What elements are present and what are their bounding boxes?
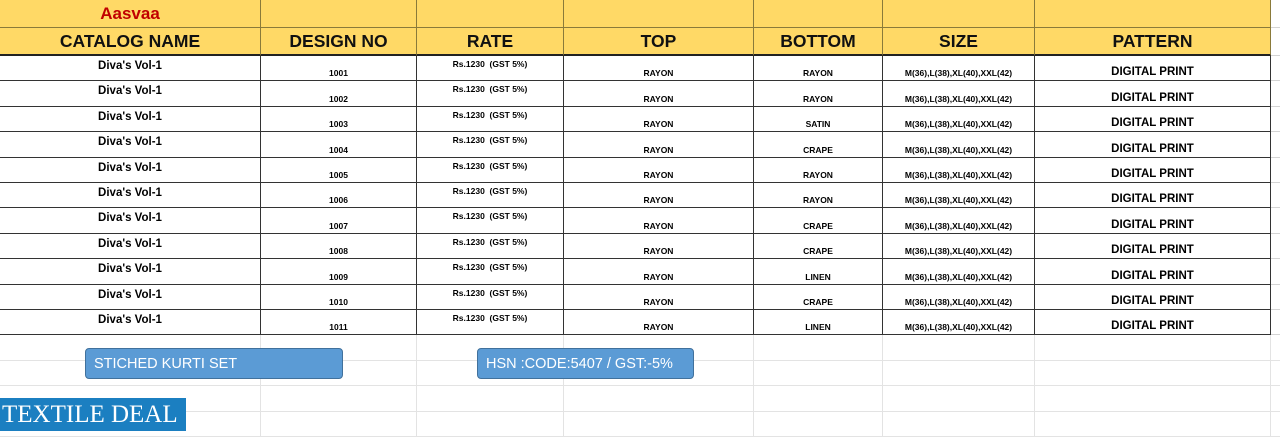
grid-cell[interactable] xyxy=(1271,56,1280,81)
top-fabric-cell[interactable]: RAYON xyxy=(564,158,754,183)
bottom-fabric-cell[interactable]: CRAPE xyxy=(754,234,883,259)
catalog-name-cell[interactable]: Diva's Vol-1 xyxy=(0,107,261,132)
catalog-name-cell[interactable]: Diva's Vol-1 xyxy=(0,132,261,157)
pattern-cell[interactable]: DIGITAL PRINT xyxy=(1035,158,1271,183)
column-header-top[interactable]: TOP xyxy=(564,28,754,56)
size-cell[interactable]: M(36),L(38),XL(40),XXL(42) xyxy=(883,107,1035,132)
design-no-cell[interactable]: 1007 xyxy=(261,208,417,233)
set-type-label[interactable]: STICHED KURTI SET xyxy=(85,348,343,379)
top-fabric-cell[interactable]: RAYON xyxy=(564,234,754,259)
grid-cell[interactable] xyxy=(1271,335,1280,360)
catalog-name-cell[interactable]: Diva's Vol-1 xyxy=(0,56,261,81)
table-row xyxy=(0,158,1280,183)
size-cell[interactable]: M(36),L(38),XL(40),XXL(42) xyxy=(883,132,1035,157)
table-row xyxy=(0,132,1280,157)
bottom-fabric-cell[interactable]: RAYON xyxy=(754,183,883,208)
textile-deal-watermark: TEXTILE DEAL xyxy=(0,398,186,431)
grid-cell[interactable] xyxy=(1271,310,1280,335)
table-row xyxy=(0,81,1280,106)
rate-cell[interactable]: Rs.1230 (GST 5%) xyxy=(417,132,564,157)
pattern-cell[interactable]: DIGITAL PRINT xyxy=(1035,81,1271,106)
grid-cell[interactable] xyxy=(1271,234,1280,259)
column-header-bottom[interactable]: BOTTOM xyxy=(754,28,883,56)
pattern-cell[interactable]: DIGITAL PRINT xyxy=(1035,208,1271,233)
empty-grid-row xyxy=(0,412,1280,437)
catalog-name-cell[interactable]: Diva's Vol-1 xyxy=(0,208,261,233)
grid-cell[interactable] xyxy=(417,386,564,411)
header-cell-empty[interactable] xyxy=(417,0,564,28)
header-cell-empty[interactable] xyxy=(1035,0,1271,28)
pattern-cell[interactable]: DIGITAL PRINT xyxy=(1035,56,1271,81)
column-header-catalog-name[interactable]: CATALOG NAME xyxy=(0,28,261,56)
grid-cell[interactable] xyxy=(1271,386,1280,411)
column-header-pattern[interactable]: PATTERN xyxy=(1035,28,1271,56)
table-row xyxy=(0,310,1280,335)
column-header-rate[interactable]: RATE xyxy=(417,28,564,56)
size-cell[interactable]: M(36),L(38),XL(40),XXL(42) xyxy=(883,234,1035,259)
grid-cell[interactable] xyxy=(1271,361,1280,386)
top-fabric-cell[interactable]: RAYON xyxy=(564,56,754,81)
header-cell-empty[interactable] xyxy=(261,0,417,28)
pattern-cell[interactable]: DIGITAL PRINT xyxy=(1035,107,1271,132)
bottom-fabric-cell[interactable]: LINEN xyxy=(754,310,883,335)
grid-cell[interactable] xyxy=(883,361,1035,386)
rate-cell[interactable]: Rs.1230 (GST 5%) xyxy=(417,234,564,259)
header-cell-empty[interactable] xyxy=(754,0,883,28)
bottom-fabric-cell[interactable]: RAYON xyxy=(754,81,883,106)
grid-cell[interactable] xyxy=(1271,183,1280,208)
pattern-cell[interactable]: DIGITAL PRINT xyxy=(1035,285,1271,310)
rate-cell[interactable]: Rs.1230 (GST 5%) xyxy=(417,158,564,183)
grid-cell[interactable] xyxy=(261,386,417,411)
design-no-cell[interactable]: 1009 xyxy=(261,259,417,284)
size-cell[interactable]: M(36),L(38),XL(40),XXL(42) xyxy=(883,259,1035,284)
size-cell[interactable]: M(36),L(38),XL(40),XXL(42) xyxy=(883,158,1035,183)
grid-cell[interactable] xyxy=(883,335,1035,360)
grid-cell[interactable] xyxy=(1035,412,1271,437)
design-no-cell[interactable]: 1006 xyxy=(261,183,417,208)
table-row xyxy=(0,56,1280,81)
top-fabric-cell[interactable]: RAYON xyxy=(564,310,754,335)
pattern-cell[interactable]: DIGITAL PRINT xyxy=(1035,310,1271,335)
rate-cell[interactable]: Rs.1230 (GST 5%) xyxy=(417,310,564,335)
catalog-name-cell[interactable]: Diva's Vol-1 xyxy=(0,183,261,208)
top-fabric-cell[interactable]: RAYON xyxy=(564,132,754,157)
bottom-fabric-cell[interactable]: CRAPE xyxy=(754,285,883,310)
catalog-name-cell[interactable]: Diva's Vol-1 xyxy=(0,259,261,284)
header-cell-empty[interactable] xyxy=(883,0,1035,28)
table-row xyxy=(0,107,1280,132)
top-fabric-cell[interactable]: RAYON xyxy=(564,208,754,233)
top-fabric-cell[interactable]: RAYON xyxy=(564,81,754,106)
catalog-name-cell[interactable]: Diva's Vol-1 xyxy=(0,310,261,335)
size-cell[interactable]: M(36),L(38),XL(40),XXL(42) xyxy=(883,208,1035,233)
grid-cell[interactable] xyxy=(261,412,417,437)
column-header-row xyxy=(0,28,1280,56)
design-no-cell[interactable]: 1003 xyxy=(261,107,417,132)
grid-cell[interactable] xyxy=(1271,158,1280,183)
size-cell[interactable]: M(36),L(38),XL(40),XXL(42) xyxy=(883,310,1035,335)
grid-cell[interactable] xyxy=(564,412,754,437)
top-fabric-cell[interactable]: RAYON xyxy=(564,183,754,208)
size-cell[interactable]: M(36),L(38),XL(40),XXL(42) xyxy=(883,81,1035,106)
grid-cell[interactable] xyxy=(1035,335,1271,360)
grid-cell[interactable] xyxy=(1271,412,1280,437)
column-header-size[interactable]: SIZE xyxy=(883,28,1035,56)
table-row xyxy=(0,208,1280,233)
rate-cell[interactable]: Rs.1230 (GST 5%) xyxy=(417,208,564,233)
table-row xyxy=(0,259,1280,284)
pattern-cell[interactable]: DIGITAL PRINT xyxy=(1035,183,1271,208)
brand-row xyxy=(0,0,1280,28)
grid-cell[interactable] xyxy=(564,386,754,411)
design-no-cell[interactable]: 1011 xyxy=(261,310,417,335)
bottom-fabric-cell[interactable]: LINEN xyxy=(754,259,883,284)
table-row xyxy=(0,234,1280,259)
rate-cell[interactable]: Rs.1230 (GST 5%) xyxy=(417,107,564,132)
grid-cell[interactable] xyxy=(1035,386,1271,411)
bottom-fabric-cell[interactable]: RAYON xyxy=(754,56,883,81)
brand-name[interactable]: Aasvaa xyxy=(0,0,261,28)
grid-cell[interactable] xyxy=(754,386,883,411)
grid-cell[interactable] xyxy=(1271,0,1280,28)
header-cell-empty[interactable] xyxy=(564,0,754,28)
pattern-cell[interactable]: DIGITAL PRINT xyxy=(1035,234,1271,259)
grid-cell[interactable] xyxy=(883,412,1035,437)
catalog-name-cell[interactable]: Diva's Vol-1 xyxy=(0,81,261,106)
rate-cell[interactable]: Rs.1230 (GST 5%) xyxy=(417,285,564,310)
bottom-fabric-cell[interactable]: CRAPE xyxy=(754,132,883,157)
catalog-name-cell[interactable]: Diva's Vol-1 xyxy=(0,285,261,310)
table-row xyxy=(0,183,1280,208)
pattern-cell[interactable]: DIGITAL PRINT xyxy=(1035,132,1271,157)
grid-cell[interactable] xyxy=(754,361,883,386)
size-cell[interactable]: M(36),L(38),XL(40),XXL(42) xyxy=(883,285,1035,310)
grid-cell[interactable] xyxy=(754,335,883,360)
table-row xyxy=(0,285,1280,310)
grid-cell[interactable] xyxy=(1271,107,1280,132)
size-cell[interactable]: M(36),L(38),XL(40),XXL(42) xyxy=(883,56,1035,81)
rate-cell[interactable]: Rs.1230 (GST 5%) xyxy=(417,183,564,208)
rate-cell[interactable]: Rs.1230 (GST 5%) xyxy=(417,81,564,106)
hsn-gst-label[interactable]: HSN :CODE:5407 / GST:-5% xyxy=(477,348,694,379)
grid-cell[interactable] xyxy=(1271,285,1280,310)
grid-cell[interactable] xyxy=(1035,361,1271,386)
grid-cell[interactable] xyxy=(754,412,883,437)
grid-cell[interactable] xyxy=(417,412,564,437)
top-fabric-cell[interactable]: RAYON xyxy=(564,285,754,310)
grid-cell[interactable] xyxy=(1271,259,1280,284)
top-fabric-cell[interactable]: RAYON xyxy=(564,107,754,132)
grid-cell[interactable] xyxy=(1271,81,1280,106)
grid-cell[interactable] xyxy=(883,386,1035,411)
bottom-fabric-cell[interactable]: CRAPE xyxy=(754,208,883,233)
design-no-cell[interactable]: 1005 xyxy=(261,158,417,183)
design-no-cell[interactable]: 1002 xyxy=(261,81,417,106)
rate-cell[interactable]: Rs.1230 (GST 5%) xyxy=(417,259,564,284)
design-no-cell[interactable]: 1010 xyxy=(261,285,417,310)
bottom-fabric-cell[interactable]: SATIN xyxy=(754,107,883,132)
size-cell[interactable]: M(36),L(38),XL(40),XXL(42) xyxy=(883,183,1035,208)
pattern-cell[interactable]: DIGITAL PRINT xyxy=(1035,259,1271,284)
rate-cell[interactable]: Rs.1230 (GST 5%) xyxy=(417,56,564,81)
empty-grid-row xyxy=(0,386,1280,411)
grid-cell[interactable] xyxy=(1271,132,1280,157)
column-header-design-no[interactable]: DESIGN NO xyxy=(261,28,417,56)
catalog-name-cell[interactable]: Diva's Vol-1 xyxy=(0,158,261,183)
bottom-fabric-cell[interactable]: RAYON xyxy=(754,158,883,183)
grid-cell[interactable] xyxy=(1271,208,1280,233)
top-fabric-cell[interactable]: RAYON xyxy=(564,259,754,284)
catalog-name-cell[interactable]: Diva's Vol-1 xyxy=(0,234,261,259)
design-no-cell[interactable]: 1001 xyxy=(261,56,417,81)
design-no-cell[interactable]: 1008 xyxy=(261,234,417,259)
grid-cell[interactable] xyxy=(1271,28,1280,56)
design-no-cell[interactable]: 1004 xyxy=(261,132,417,157)
